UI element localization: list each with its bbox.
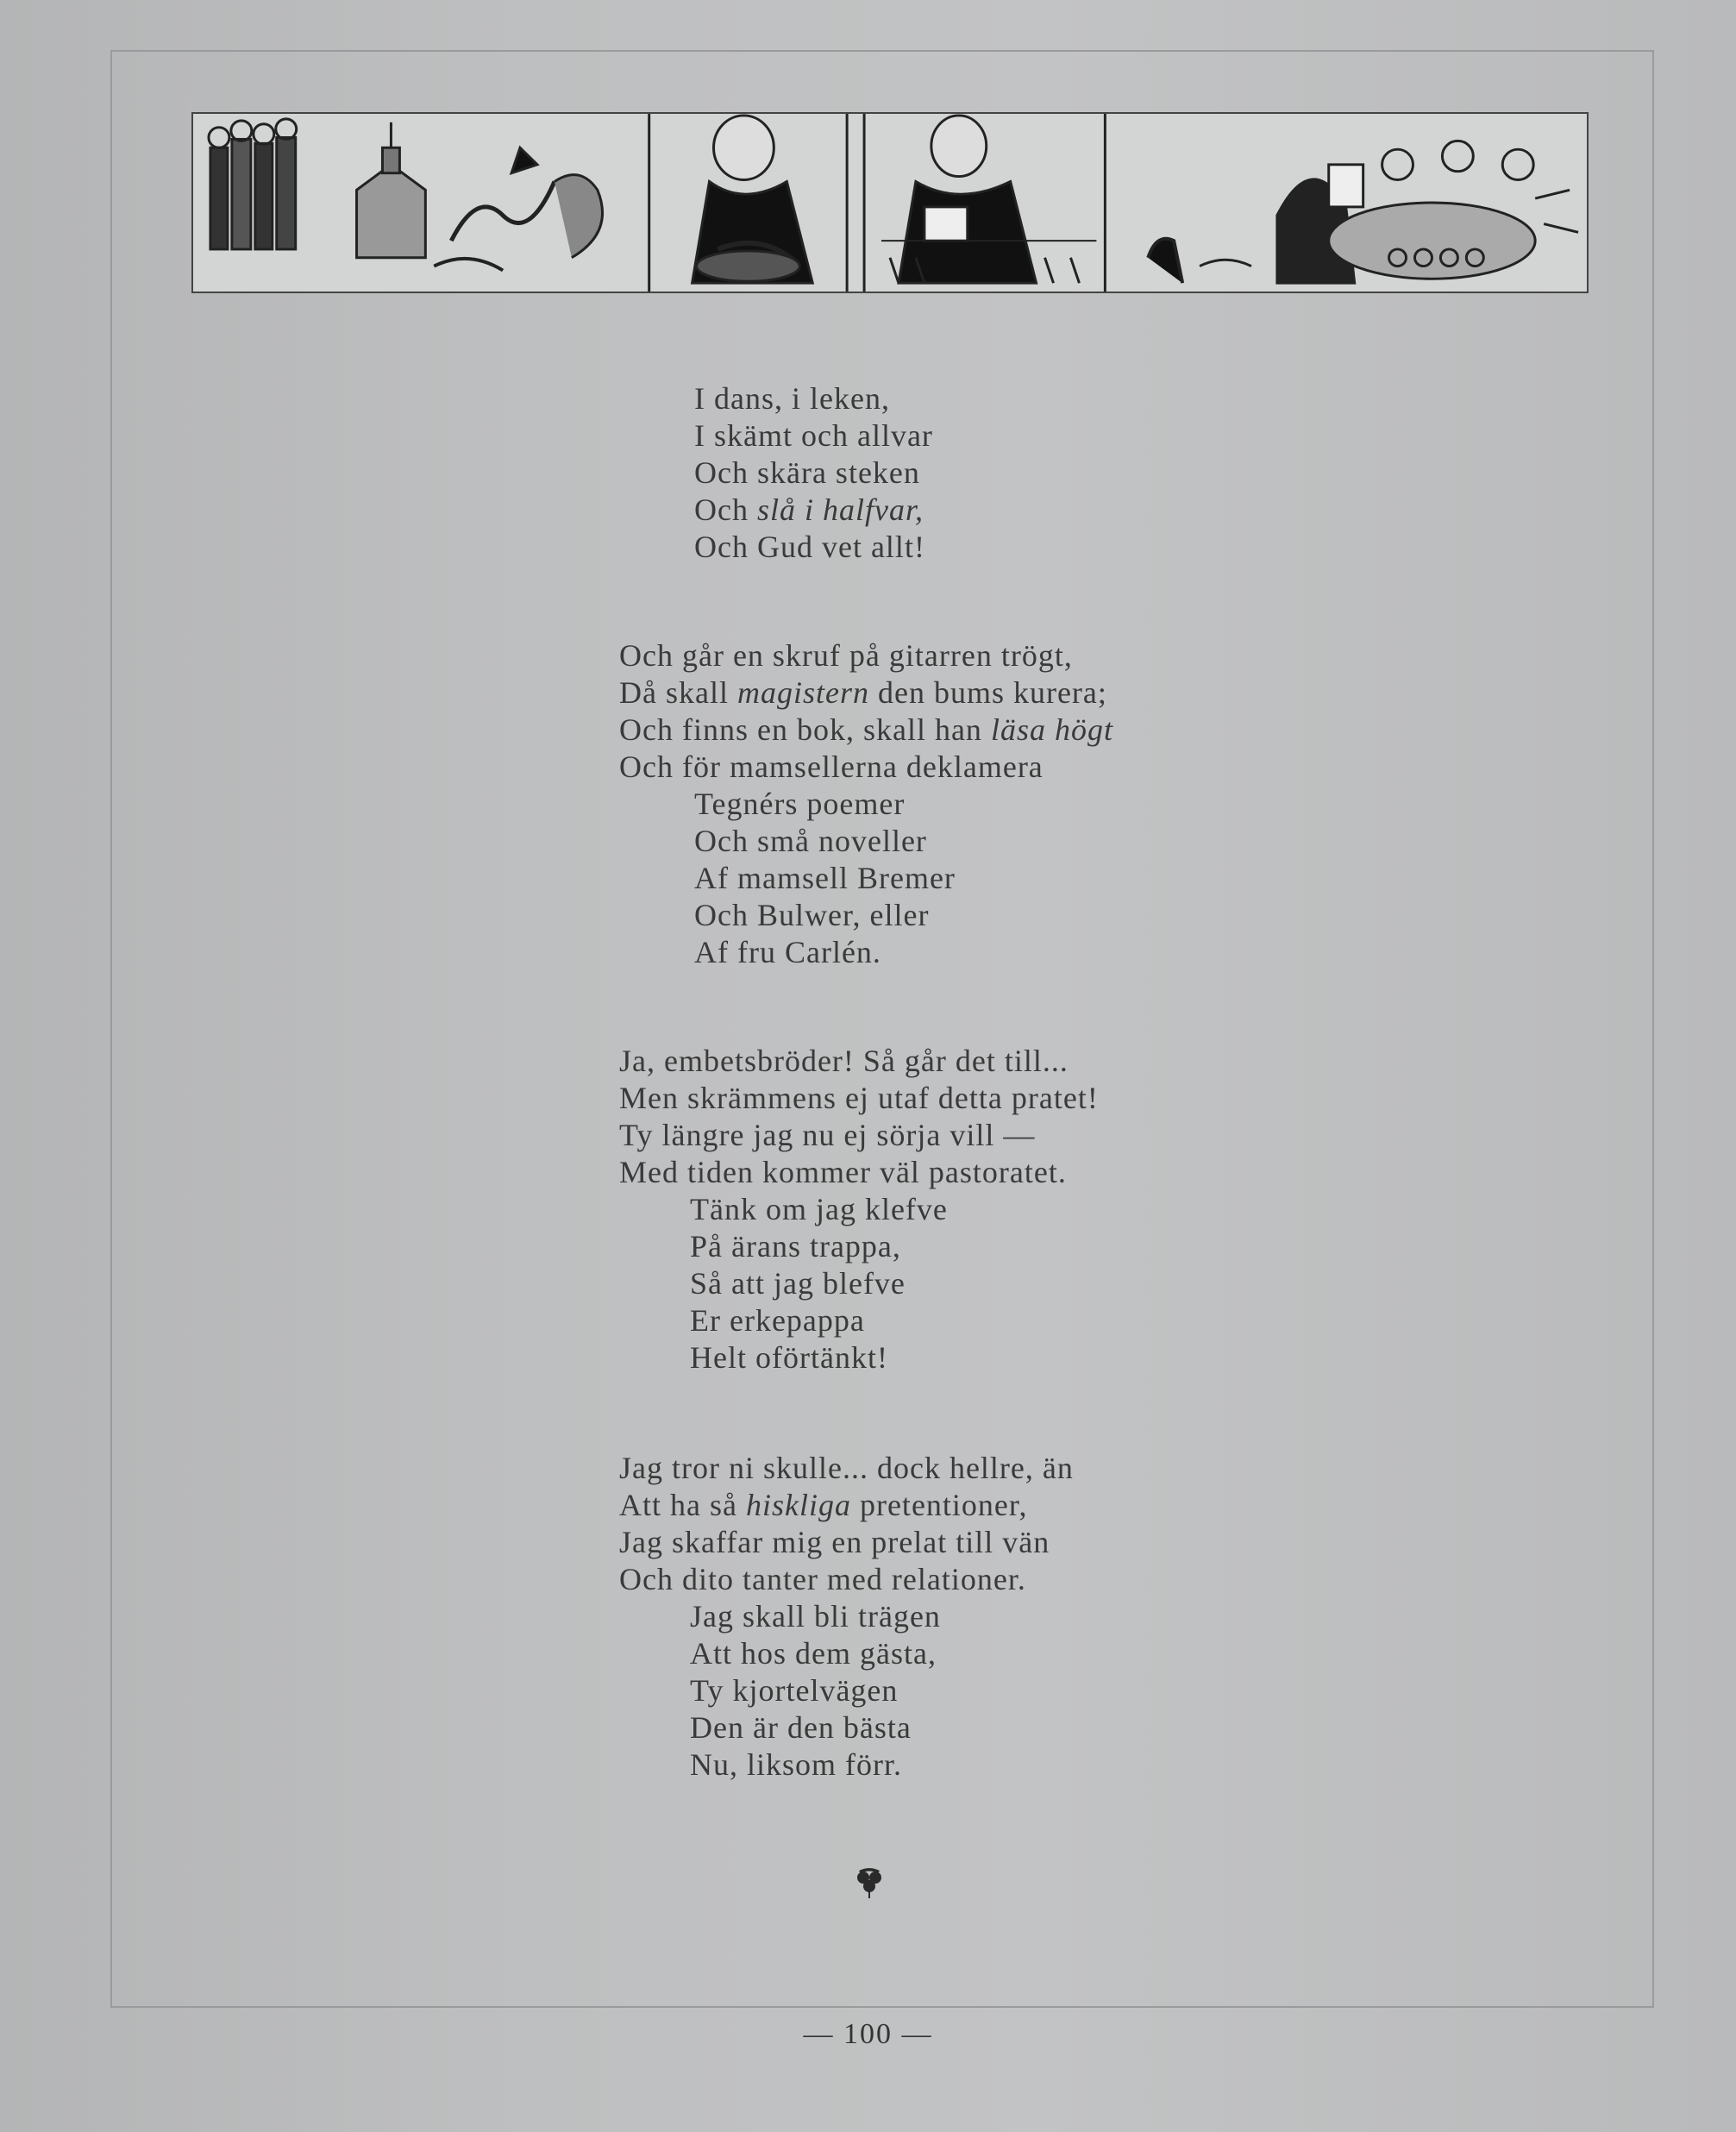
poem-line: Jag skall bli trägen: [690, 1599, 941, 1633]
poem-line: Ja, embetsbröder! Så går det till...: [619, 1044, 1069, 1078]
poem-line: Er erkepappa: [690, 1303, 865, 1338]
poem-line: Men skrämmens ej utaf detta pratet!: [619, 1081, 1099, 1115]
poem-line: Och slå i halfvar,: [694, 492, 924, 527]
poem-line: Ty kjortelvägen: [690, 1673, 899, 1708]
poem-line: Helt oförtänkt!: [690, 1340, 888, 1375]
poem-line: Och Gud vet allt!: [694, 530, 925, 564]
poem-line: I dans, i leken,: [694, 381, 890, 416]
poem-line: I skämt och allvar: [694, 418, 933, 453]
poem-line: Jag tror ni skulle... dock hellre, än: [619, 1451, 1074, 1485]
poem-line: Så att jag blefve: [690, 1266, 906, 1301]
poem-line: Och går en skruf på gitarren trögt,: [619, 638, 1073, 673]
poem-line: Med tiden kommer väl pastoratet.: [619, 1155, 1067, 1189]
poem-line: På ärans trappa,: [690, 1229, 901, 1264]
poem-line: Af fru Carlén.: [694, 935, 881, 969]
poem-line: Den är den bästa: [690, 1710, 912, 1745]
poem-line: Af mamsell Bremer: [694, 861, 956, 895]
poem-line: Och dito tanter med relationer.: [619, 1562, 1026, 1596]
poem-line: Och för mamsellerna deklamera: [619, 749, 1043, 784]
poem-line: Att ha så hiskliga pretentioner,: [619, 1488, 1028, 1522]
poem-line: Jag skaffar mig en prelat till vän: [619, 1525, 1050, 1559]
poem-line: Då skall magistern den bums kurera;: [619, 675, 1107, 710]
poem-line: Att hos dem gästa,: [690, 1636, 937, 1671]
poem-line: Ty längre jag nu ej sörja vill —: [619, 1118, 1036, 1152]
flower-ornament-icon: [852, 1866, 887, 1900]
poem-line: Tegnérs poemer: [694, 787, 906, 821]
poem-line: Nu, liksom förr.: [690, 1747, 902, 1782]
poem-line: Och små noveller: [694, 824, 927, 858]
poem-line: Tänk om jag klefve: [690, 1192, 948, 1226]
poem-line: Och skära steken: [694, 455, 920, 490]
page-number: — 100 —: [803, 2018, 933, 2050]
poem-line: Och finns en bok, skall han läsa högt: [619, 712, 1113, 747]
poem-line: Och Bulwer, eller: [694, 898, 930, 932]
